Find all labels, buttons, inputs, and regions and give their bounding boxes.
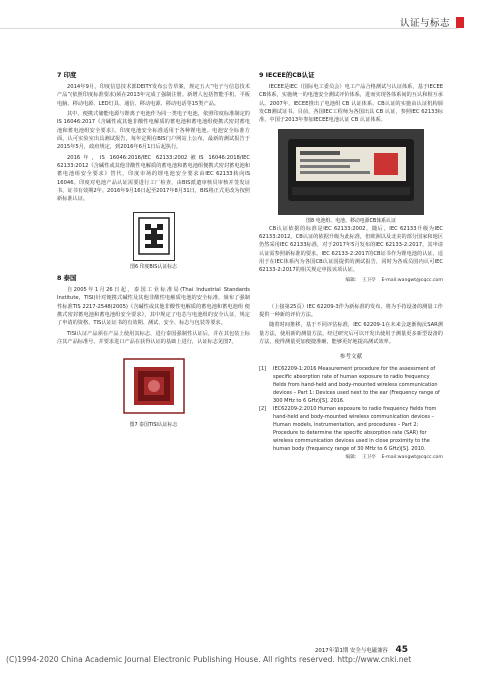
page-footer (315, 645, 408, 655)
figure-8 (259, 127, 443, 225)
section-7-paragraph-1: 2014年9月，印度信息技术部DEITY发布公告草案，规定五大“电子与信息技术产品”(依照印度标准要求)须在2013年完成了强制注册。新增人包括智能手机、平板电脑、移动电源、LED灯具、通信、移动电源、移动电话等15类产品。 (57, 84, 250, 107)
left-column (57, 70, 250, 429)
editor-email-1: E-mail:wangwt@cqcc.com (381, 277, 443, 283)
continuation-paragraph-2: 随着时间推移，基于不同评估标准，IEC 62209-1在未来会逐渐淘汰SAR测量方法，使用新的测量方法，经过研究后可以开发出使用于测量更多新型设备的方法，使得测量更加便捷准确，能够更好地提高测试效率。 (259, 322, 443, 346)
right-column (259, 70, 443, 462)
figure-7 (57, 348, 250, 429)
reference-2-number: [2] (259, 405, 267, 412)
page-number: 45 (395, 645, 409, 655)
editor-label-2: 编辑: (345, 454, 357, 460)
section-7-paragraph-3: 2016年，IS 16046:2016/IEC 62133:2002被IS 16046:2018/IEC 62133:2012《含碱性或其他非酸性电解质的蓄电池和蓄电池组便携式密封蓄电池和蓄电池组安全要求》替代，印度市场的锂电池安全要求由IEC 62133转向IS 16046。印度对电池产品认证需要进行工厂检查，由BIS派遣审核员审核并签发证书，证书有效期2年。2016年9月16日起至2017年8月31日，BIS将正式更改为按照新标准认证。 (57, 154, 250, 203)
section-7-title: 7 印度 (57, 71, 77, 79)
figure-8-caption: 图8 电池组、电池、移动电源CB体系认证 (306, 217, 396, 224)
figure-6 (57, 206, 250, 271)
header-accent-block (456, 17, 464, 28)
reference-2-text: IEC62209-2:2010 Human exposure to radio frequency fields from hand-held and body-mounted wireless communication devices – Human models, instrumentation, and procedures – Part 2: Procedure to determine the specific absorption rate (SAR) for wireless communication devices used in close proximity to the human body (frequency range of 30 MHz to 6 GHz)[S]. 2010. (273, 405, 437, 453)
isi-mark-logo (133, 212, 175, 261)
editor-signature-1 (259, 277, 443, 285)
reference-1 (259, 365, 443, 405)
copyright-notice: (C)1994-2020 China Academic Journal Electronic Publishing House. All rights reserved. http://www.cnki.net (6, 655, 412, 664)
journal-issue: 2017年第1期 安全与电磁兼容 (315, 648, 388, 654)
header-rule (0, 28, 458, 29)
tisi-mark-icon (120, 353, 188, 419)
reference-2 (259, 405, 443, 454)
editor-label-1: 编辑: (345, 277, 357, 283)
figure-6-caption: 图6 印度BIS认证标志 (130, 263, 177, 270)
section-8-paragraph-2: TISI认证产品须在产品上使用其标志，进行泰国强制性认证后，并在其包装上标注其产品标准号，并要求进口产品在获得认证的基础上进行，认证标志见图7。 (57, 330, 250, 345)
section-9-title: 9 IECEE的CB认证 (259, 71, 315, 79)
battery-pack-photo (278, 129, 424, 215)
editor-email-2: E-mail:wangwt@cqcc.com (381, 454, 443, 460)
reference-1-text: IEC62209-1:2016 Measurement procedure for the assessment of specific absorption rate of human exposure to radio frequency fields from hand-held and body-mounted wireless communication devices – Part 1: Devices used next to the ear (Frequency range of 300 MHz to 6 GHz)[S]. 2016. (273, 365, 440, 404)
column-spacer (259, 285, 443, 303)
section-header-title: 认证与标志 (400, 18, 451, 29)
isi-mark-icon (137, 216, 171, 256)
reference-1-number: [1] (259, 365, 267, 372)
section-7-paragraph-2: 其中，便携式储能电源与锂离子电池作为同一类电子电池，依照印度标准制定的IS 16046:2017《含碱性或其他非酸性电解质的蓄电池和蓄电池组便携式密封蓄电池和蓄电池组安全要求》。印度电池安全标准适用于各种锂电池。电池安全标准方面，认可实验室出具测试报告，每年定期在BIS门户网站上公布，最新的测试报告于2015年5月，政府规定，到2016年6月1日后起执行。 (57, 111, 250, 151)
editor-signature-2 (259, 454, 443, 462)
section-8-paragraph-1: 自2005年1月26日起，泰国工业标准局(Thai Industrial Standards Institute，TISI)针对便携式碱性及其他非酸性电解质电池的安全标准，颁布了强制性标准TIS 2217-2548(2005)《含碱性或其他非酸性电解质的蓄电池和蓄电池组 便携式密封蓄电池和蓄电池组安全要求》，其中规定了电芯与电池组的安全认证，规定了申请的资格、TIS认证证书的有效期、测试、安全、标志与包装等要求。 (57, 286, 250, 327)
editor-name-1: 王卫亭 (361, 277, 376, 283)
references-title: 参考文献 (339, 353, 363, 360)
section-8-title: 8 泰国 (57, 273, 77, 282)
section-9-paragraph-1: IECEE是IEC（国际电工委员会）电工产品合格测试与认证体系，基于IECEE CB体系，实施统一的电池安全测试评价体系，进而实现各体系间的互认和相互承认。2007年，IECEE推出了电池组 CB 认证体系，CB认证的实施由认证机构颁发CB测试证书。目前，各国IEC工程师为各国出具 CB 认证，参照IEC 62133标准，中国于2013年参加IECEE电池认证 CB 认证体系。 (259, 84, 443, 124)
editor-name-2: 王卫亭 (361, 454, 376, 460)
section-9-paragraph-2: CB认证依据的标准是IEC 62133:2002。随后，IEC 62133升级为IEC 62133:2012。CB认证的依据升级为此标准，但欧洲以及北美的部分国家和地区仍然采用IEC 62133标准，对于2017年5月发布的IEC 62133-2:2017，其申请认证需参照新标准的要求。IEC 62133-2:2017的CB证书作为锂电池的认证，适用于在IEC体系内为各国CB认证国提供的测试报告，同时为各成员国内认可IEC 62133-2:2017的相关规定申报该项认证。 (259, 225, 443, 274)
figure-7-caption: 图7 泰国TISI认证标志 (129, 422, 178, 429)
continuation-paragraph-1: （上接第25页）IEC 62209-3作为新标准的发布，将为手持设备的测量工作提供一种新的评价方法。 (259, 303, 443, 319)
